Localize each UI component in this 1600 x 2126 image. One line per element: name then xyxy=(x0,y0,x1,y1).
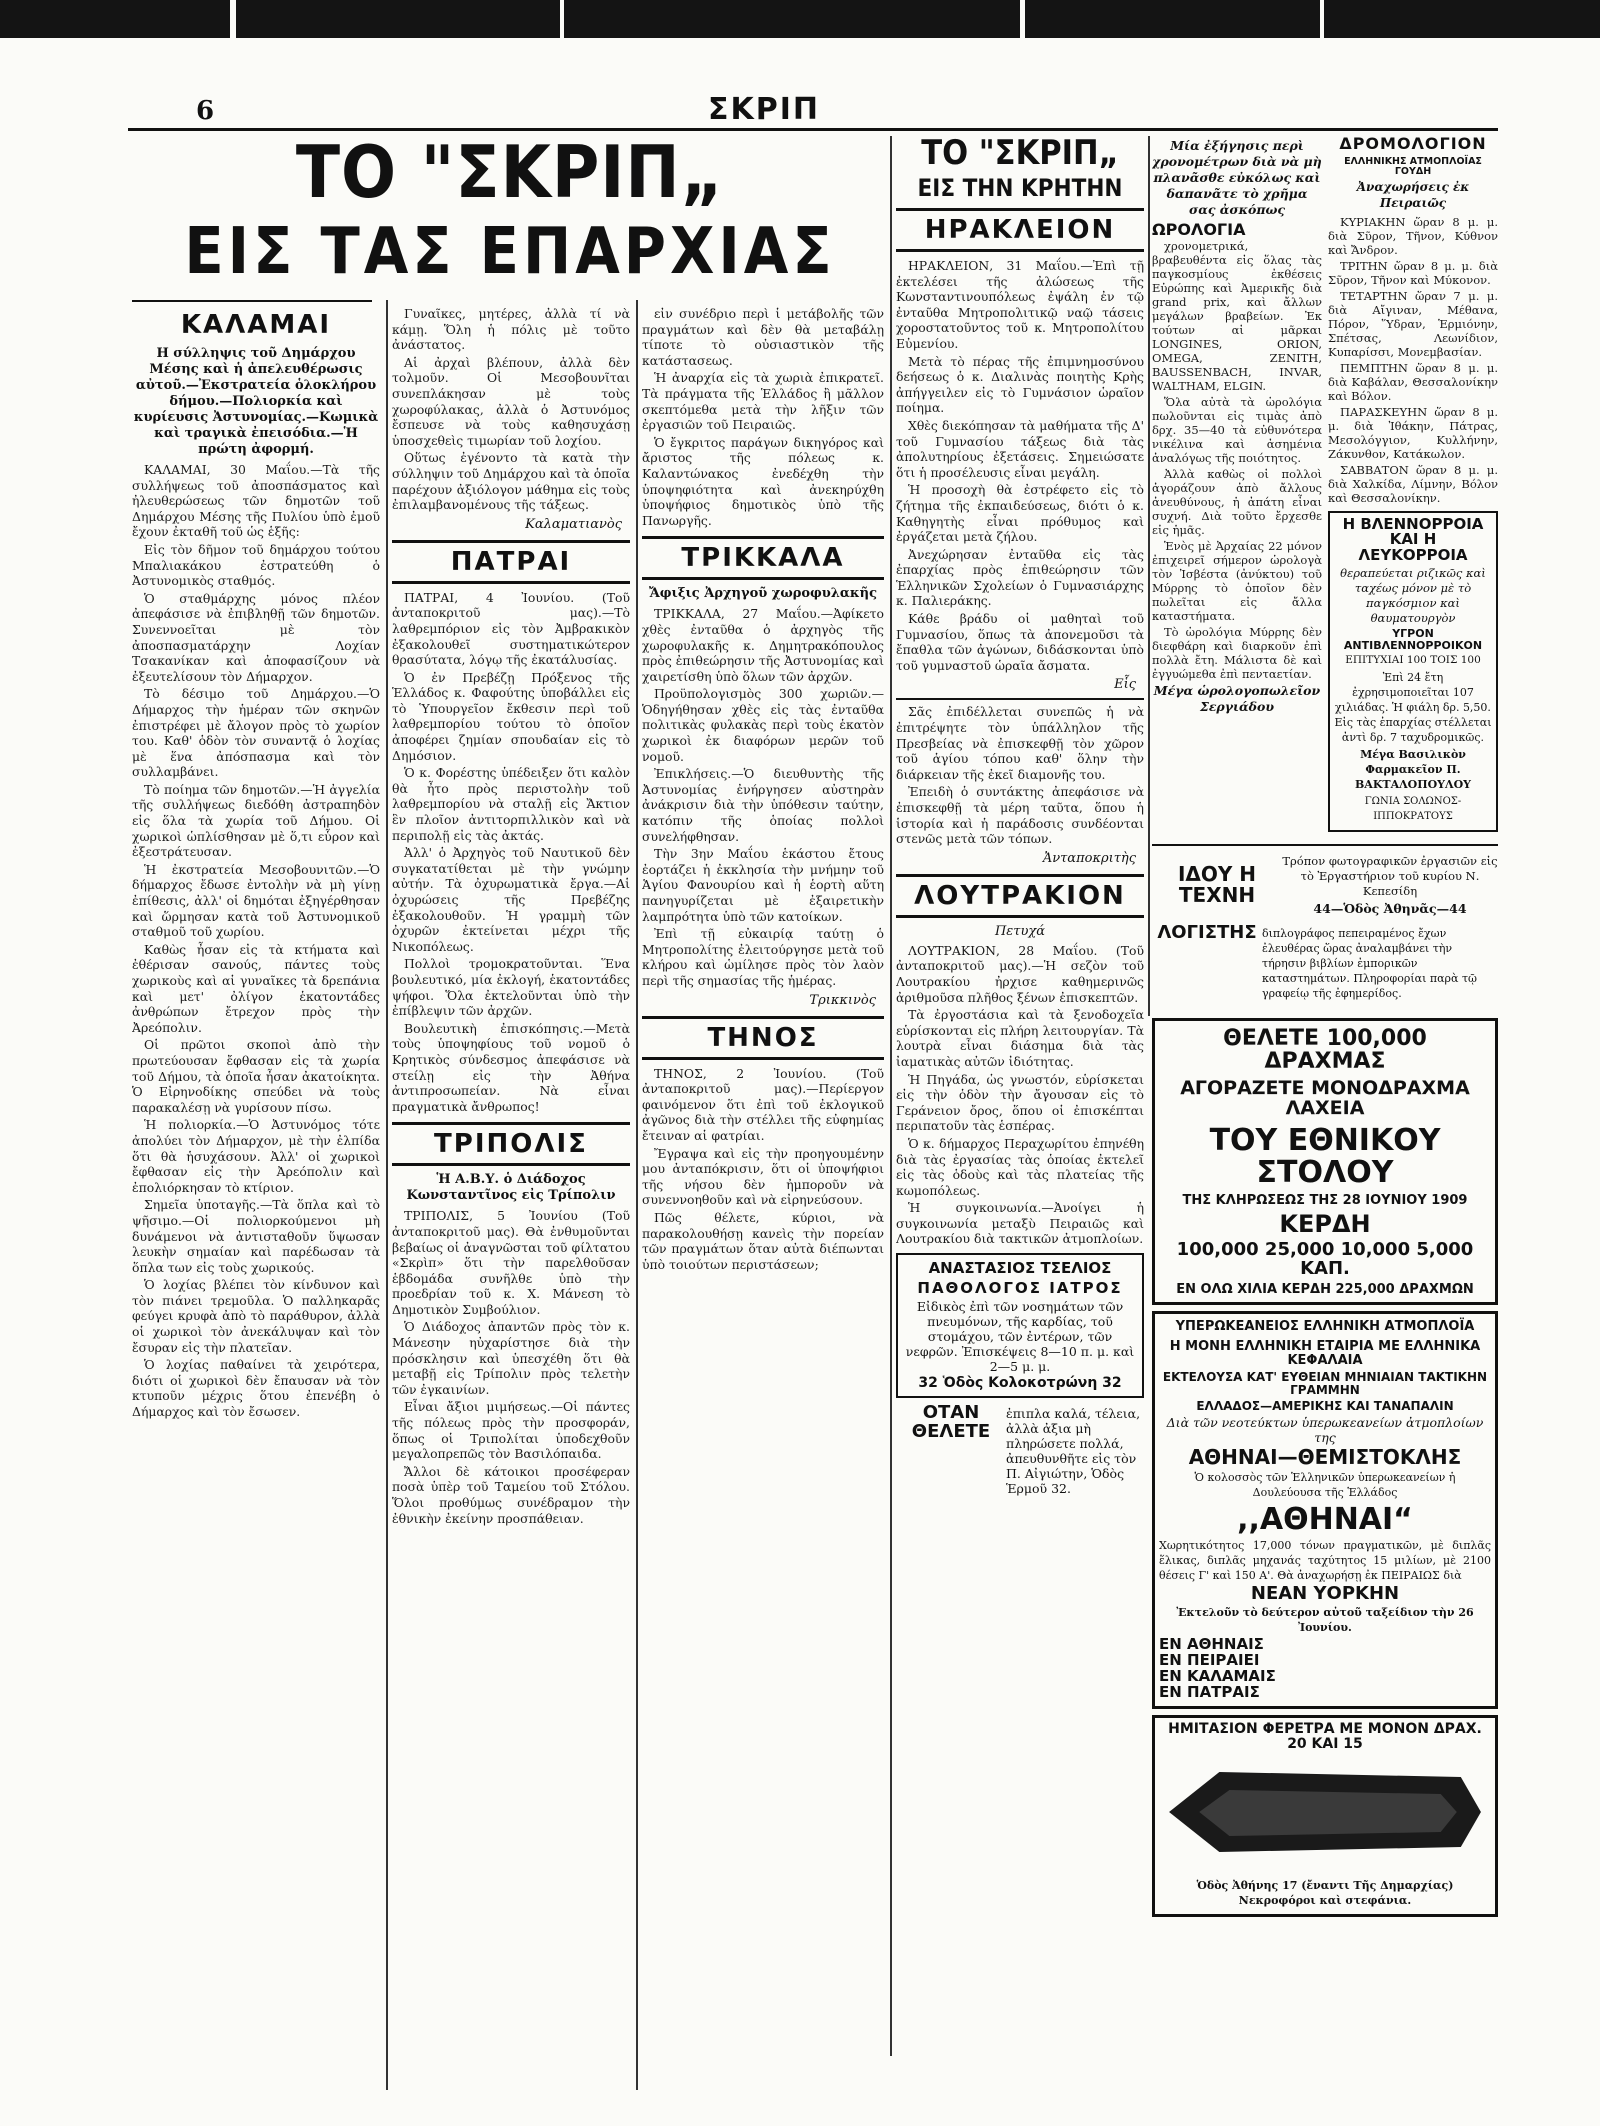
ship-line5: Διὰ τῶν νεοτεύκτων ὑπερωκεανείων ἀτμοπλοίων της xyxy=(1166,1415,1484,1446)
schedule-row: ΠΕΜΠΤΗΝ ὥραν 8 μ. μ. διὰ Καβάλαν, Θεσσαλονίκην καὶ Βόλον. xyxy=(1328,360,1498,403)
lottery-line2: ΑΓΟΡΑΖΕΤΕ ΜΟΝΟΔΡΑΧΜΑ ΛΑΧΕΙΑ xyxy=(1180,1077,1470,1120)
lottery-line7: ΕΝ ΟΛΩ ΧΙΛΙΑ ΚΕΡΔΗ 225,000 ΔΡΑΧΜΩΝ xyxy=(1176,1281,1474,1297)
techni-text: Τρόπον φωτογραφικῶν ἐργασιῶν εἰς τὸ Ἐργαστήριον τοῦ κυρίου Ν. Κεπεσίδη xyxy=(1282,854,1498,899)
heraklion-paragraph: Κάθε βράδυ οἱ μαθηταὶ τοῦ Γυμνασίου, ὅπως τὰ ἀπονεμοῦσι τὰ ἔπαθλα τῶν ἀγώνων, διδάσκονται ὑπὸ τοῦ γυμναστοῦ ὡραῖα ἄσματα. xyxy=(896,611,1144,673)
doctor-address: 32 Ὁδὸς Κολοκοτρώνη 32 xyxy=(918,1374,1122,1391)
tinos-paragraph: Πῶς θέλετε, κύριοι, νὰ παρακολουθήσῃ κανεὶς τὴν πορείαν τῶν πραγμάτων ὅταν αὐτὰ διέπωνται ὑπὸ τοιούτων περιστάσεων; xyxy=(642,1209,884,1272)
col2-paragraph: Αἱ ἀρχαὶ βλέπουν, ἀλλὰ δὲν τολμοῦν. Οἱ Μεσοβουνῖται συνεπλάκησαν μὲ τοὺς χωροφύλακας, ἀλλὰ ὁ Ἀστυνόμος ἔσπευσε νὰ τοὺς καθησυχάσῃ ὑποσχεθεὶς τιμωρίαν τοῦ λοχίου. xyxy=(392,354,630,448)
watch-paragraph: χρονομετρικά, βραβευθέντα εἰς ὅλας τὰς παγκοσμίους ἐκθέσεις Εὐρώπης καὶ Ἀμερικῆς διὰ grand prix, καὶ ἄλλων μεγάλων βραβείων. Ἐκ τούτων αἱ μᾶρκαι LONGINES, ORION, OMEGA, ZENITH, BAUSSENBACH, INVAR, WALTHAM, ELGIN. xyxy=(1152,238,1322,393)
schedule-row: ΤΡΙΤΗΝ ὥραν 8 μ. μ. διὰ Σῦρον, Τῆνον καὶ Μύκονον. xyxy=(1328,258,1498,287)
tripolis-paragraph: Ὁ Διάδοχος ἀπαντῶν πρὸς τὸν κ. Μάνεσην ηὐχαρίστησε διὰ τὴν πρόσκλησιν καὶ ὑπεσχέθη ὅτι θὰ μεταβῇ εἰς Τρίπολιν πρὸς τελετὴν τῶν ἐγκαινίων. xyxy=(392,1319,630,1397)
otan-text: ἐπιπλα καλά, τέλεια, ἀλλὰ ἀξια μὴ πληρώσετε πολλά, ἀπευθυνθῆτε εἰς τὸν Π. Αἰγιώτην, Ὁδὸς Ἑρμοῦ 32. xyxy=(1006,1406,1141,1497)
watch-ad xyxy=(1152,136,1322,838)
trikkala-title: ΤΡΙΚΚΑΛΑ xyxy=(681,543,845,574)
ship-text: Χωρητικότητος 17,000 τόνων πραγματικῶν, μὲ διπλᾶς ἕλικας, διπλᾶς μηχανάς ταχύτητος 15 μιλίων, μὲ 2100 θέσεις Γ' καὶ 150 Α'. Θὰ ἀναχωρήσῃ ἐκ ΠΕΙΡΑΙΩΣ διὰ xyxy=(1159,1538,1491,1582)
patrai-paragraph: Πολλοὶ τρομοκρατοῦνται. Ἕνα βουλευτικό, μία ἐκλογή, ἑκατοντάδες ψήφοι. Ὅλα ἐκτελοῦνται ὑπὸ τὴν ἐπίβλεψιν τῶν ἀρχῶν. xyxy=(392,956,630,1019)
heraklion-paragraph: Ἀνεχώρησαν ἐνταῦθα εἰς τὰς ἐπαρχίας πρὸς ἐπιθεώρησιν τῶν Ἑλληνικῶν Σχολείων ὁ Γυμνασιάρχης κ. Παλιεράκης. xyxy=(896,546,1144,609)
coffin-address: Ὁδὸς Ἀθήνης 17 (ἔναντι Τῆς Δημαρχίας) Νεκροφόροι καὶ στεφάνια. xyxy=(1196,1878,1454,1907)
lottery-line1: ΘΕΛΕΤΕ 100,000 ΔΡΑΧΜΑΣ xyxy=(1223,1026,1427,1075)
kalamai-signature: Καλαματιανὸς xyxy=(525,516,622,532)
otan-headline: ΟΤΑΝ ΘΕΛΕΤΕ xyxy=(911,1402,991,1443)
trikkala-paragraph: Τὴν 3ην Μαΐου ἑκάστου ἔτους ἐορτάζει ἡ ἐκκλησία τὴν μνήμην τοῦ Ἁγίου Φανουρίου καὶ ἡ ἑορτὴ αὕτη πανηγυρίζεται μὲ ἐξαιρετικὴν λαμπρότητα ὑπὸ τῶν κατοίκων. xyxy=(642,846,884,924)
trikkala-paragraph: Ἐπὶ τῇ εὐκαιρίᾳ ταύτῃ ὁ Μητροπολίτης ἐλειτούργησε μετὰ τοῦ κλήρου καὶ ὡμίλησε πρὸς τὸν λαὸν περὶ τῆς σημασίας τῆς ἡμέρας. xyxy=(642,926,884,988)
schedule-row: ΚΥΡΙΑΚΗΝ ὥραν 8 μ. μ. διὰ Σῦρον, Τῆνον, Κύθνον καὶ Ἄνδρον. xyxy=(1328,214,1498,257)
tripolis-headline: Ἡ Α.Β.Υ. ὁ Διάδοχος Κωνσταντῖνος εἰς Τρίπολιν xyxy=(406,1172,616,1204)
ship-line6: ΑΘΗΝΑΙ—ΘΕΜΙΣΤΟΚΛΗΣ xyxy=(1188,1445,1462,1470)
ship-agents-patrai: ΕΝ ΠΑΤΡΑΙΣ xyxy=(1159,1682,1260,1701)
loutraki-paragraph: Ὁ κ. δήμαρχος Περαχωρίτου ἐπηνέθη διὰ τὰς ἐργασίας τὰς ὁποίας ἐκτελεῖ εἰς τὰς ὁδοὺς καὶ τὰς πλατείας τῆς κωμοπόλεως. xyxy=(896,1135,1144,1198)
heraklion-paragraph: ΗΡΑΚΛΕΙΟΝ, 31 Μαΐου.—Ἐπὶ τῇ ἐκτελέσει τῆς ἀλώσεως τῆς Κωνσταντινουπόλεως ἐψάλη ἐν τῷ ἐνταῦθα Μητροπολιτικῷ ναῷ τάσεις χοροστατοῦντος τοῦ κ. Μητροπολίτου Εὐμενίου. xyxy=(896,258,1144,351)
loutraki-paragraph: ΛΟΥΤΡΑΚΙΟΝ, 28 Μαΐου. (Τοῦ ἀνταποκριτοῦ μας).—Ἡ σεζὸν τοῦ Λουτρακίου ἠρχισε καθημερινῶς ἀριθμοῦσα πλῆθος ξένων ἐπισκεπτῶν. xyxy=(896,942,1144,1005)
ship-agents-piraeus: ΕΝ ΠΕΙΡΑΙΕΙ xyxy=(1159,1651,1260,1670)
doctor-text: Εἰδικὸς ἐπὶ τῶν νοσημάτων τῶν πνευμόνων, τῆς καρδίας, τοῦ στομάχου, τῶν ἐντέρων, τῶν νεφρῶν. Ἐπισκέψεις 8—10 π. μ. καὶ 2—5 μ. μ. xyxy=(905,1298,1135,1374)
column-rule-3 xyxy=(890,136,892,2056)
patrai-title-box xyxy=(392,540,630,584)
kalamai-paragraph: Ὁ σταθμάρχης μόνος πλέον ἀπεφάσισε νὰ ἐπιβληθῇ τῶν δημοτῶν. Συνεννοεῖται μὲ τὸν ἀποσπασματάρχην Λοχίαν Τσακανίκαν καὶ ἀποφασίζουν νὰ ἐξευτελίσουν τὸν Δήμαρχον. xyxy=(132,590,380,684)
main-title-line2: ΕΙΣ ΤΑΣ ΕΠΑΡΧΙΑΣ xyxy=(184,215,836,289)
col2-paragraph: Οὕτως ἐγένοντο τὰ κατὰ τὴν σύλληψιν τοῦ Δημάρχου καὶ τὰ ὁποῖα παρέχουν ἀξιόλογον μάθημα εἰς τοὺς ἐπιλαμβανομένους τῆς τάξεως. xyxy=(392,450,630,513)
main-title-line1: ΤΟ "ΣΚΡΙΠ„ xyxy=(295,136,725,214)
column-patrai-tripolis xyxy=(392,306,630,2096)
loutraki-paragraph: Ἡ Πηγάδα, ὡς γνωστόν, εὑρίσκεται εἰς τὴν ὁδὸν τὴν ἄγουσαν εἰς τὸ Γεράνειον ὄρος, ὅπου οἱ ἐπισκέπται περιπατοῦν τὰς ἑσπέρας. xyxy=(896,1071,1144,1134)
medical-text2: Ἐπὶ 24 ἔτη ἐχρησιμοποιεῖται 107 χιλιάδας. Ἡ φιάλη δρ. 5,50. Εἰς τὰς ἐπαρχίας στέλλεται ἀντὶ δρ. 7 ταχυδρομικῶς. xyxy=(1334,671,1492,745)
column-kalamai xyxy=(132,306,380,2096)
kalamai-paragraph: Ὁ λοχίας βλέπει τὸν κίνδυνον καὶ τὸν πιάνει τρεμοῦλα. Ὁ παλληκαρᾶς φεύγει κρυφὰ ἀπὸ τὸ παράθυρον, ἀλλὰ οἱ χωρικοὶ τὸν ἀνεκάλυψαν καὶ τὸν ἔσυραν εἰς τὴν πλατεῖαν. xyxy=(132,1277,380,1355)
watch-paragraph: Τὸ ὡρολόγια Μύρρης δὲν διεφθάρη καὶ διαρκοῦν ἐπὶ πολλὰ ἔτη. Μάλιστα δὲ καὶ ἐγγυώμεθα ἐπὶ πενταετίαν. xyxy=(1152,624,1322,681)
kalamai-paragraph: Καθὼς ἦσαν εἰς τὰ κτήματα καὶ ἐθέρισαν σανούς, πάντες τοὺς χωρικοὺς καὶ αἱ γυναῖκες τὰ δρεπάνια καὶ μετ' ὀλίγον ἑκατοντάδες ἀνθρώπων ἔτρεχον πρὸς τὴν Ἀρεόπολιν. xyxy=(132,941,380,1035)
doctor-title: ΠΑΘΟΛΟΓΟΣ ΙΑΤΡΟΣ xyxy=(917,1278,1123,1297)
col3-paragraph: εἰν συνέδριο περὶ ἱ μετάβολῆς τῶν πραγμάτων καὶ δὲν θὰ μεταβάλῃ τίποτε τὸ οὐσιαστικὸν τῆς κατάστασεως. xyxy=(642,306,884,368)
medical-address: ΓΩΝΙΑ ΣΟΛΩΝΟΣ-ΙΠΠΟΚΡΑΤΟΥΣ xyxy=(1364,796,1462,823)
ship-agents-athens: ΕΝ ΑΘΗΝΑΙΣ xyxy=(1159,1635,1264,1654)
column-rule-1 xyxy=(386,300,388,2090)
patrai-paragraph: Βουλευτικὴ ἐπισκόπησις.—Μετὰ τοὺς ὑποψηφίους τοῦ νομοῦ ὁ Κρητικὸς σύνδεσμος ἀπεφάσισε νὰ στείλῃ εἰς τὴν Ἀθήνα ἀντιπροσωπείαν. Νὰ εἶναι πραγματικὰ ἄνθρωπος! xyxy=(392,1020,630,1114)
col3-paragraph: Ἡ ἀναρχία εἰς τὰ χωριὰ ἐπικρατεῖ. Τὰ πράγματα τῆς Ἑλλάδος ἢ μᾶλλον σκεπτόμεθα μετὰ τὴν λῆξιν τῶν ἐργασιῶν τοῦ Πειραιῶς. xyxy=(642,370,884,433)
patrai-paragraph: ΠΑΤΡΑΙ, 4 Ἰουνίου. (Τοῦ ἀνταποκριτοῦ μας).—Τὸ λαθρεμπόριον εἰς τὸν Ἀμβρακικὸν ἐξακολουθεῖ συστηματικώτερον θρασύτατα, λόγῳ τῆς ἐκατάλυσίας. xyxy=(392,589,630,668)
watch-paragraph: Ἑνὸς μὲ Ἀρχαίας 22 μόνον ἐπιχειρεῖ σήμερον ὡρολογὰ τὸν Ἰσβέστα (ἀνύκτου) τοῦ Μύρρης τὸ ὁποῖον δὲν πωλεῖται εἰς ἄλλα καταστήματα. xyxy=(1152,538,1322,623)
trikkala-headline: Ἄφιξις Ἀρχηγοῦ χωροφυλακῆς xyxy=(648,586,878,602)
column-trikkala-tinos xyxy=(642,306,884,2096)
coffin-ad xyxy=(1152,1715,1498,1916)
col3-paragraph: Ὁ ἔγκριτος παράγων δικηγόρος καὶ ἄριστος τῆς πόλεως κ. Καλαντώνακος ἐνεδέχθη τὴν ὑποψηφιότητα καὶ ἀνεκηρύχθη ὑποψήφιος δημοτικὸς ὑπὸ τῆς Πανωργῆς. xyxy=(642,434,884,528)
watch-footer: Μέγα ὡρολογοπωλεῖον Σεργιάδου xyxy=(1153,682,1321,714)
medical-text: θεραπεύεται ριζικῶς καὶ ταχέως μόνον μὲ τὸ παγκόσμιον καὶ θαυματουργὸν xyxy=(1340,565,1486,625)
techni-address: 44—Ὁδὸς Ἀθηνᾶς—44 xyxy=(1313,901,1467,917)
kalamai-paragraph: Σημεῖα ὑποταγῆς.—Τὰ ὅπλα καὶ τὸ ψῆσιμο.—Οἱ πολιορκούμενοι μὴ δυνάμενοι νὰ ἀντισταθοῦν ὕψωσαν λευκὴν σημαίαν καὶ παρέδωσαν τὰ ὅπλα των εἰς τοὺς χωρικούς. xyxy=(132,1197,380,1275)
crete-title-line2: ΕΙΣ ΤΗΝ ΚΡΗΤΗΝ xyxy=(917,174,1123,202)
crete-rule xyxy=(896,698,1144,700)
coffin-illustration xyxy=(1159,1752,1491,1872)
kalamai-headline: Η σύλληψις τοῦ Δημάρχου Μέσης καὶ ἡ ἀπελευθέρωσις αὐτοῦ.—Ἐκστρατεία ὁλοκλήρου δήμου.—Πολιορκία καὶ κυρίευσις Ἀστυνομίας.—Κωμικὰ καὶ τραγικὰ ἐπεισόδια.—Ἡ πρώτη ἀφορμή. xyxy=(133,346,379,457)
logistis-headline: ΛΟΓΙΣΤΗΣ xyxy=(1157,922,1257,944)
lottery-line6: 100,000 25,000 10,000 5,000 ΚΑΠ. xyxy=(1176,1238,1474,1279)
heraklion-title-box xyxy=(896,208,1144,252)
loutraki-paragraph: Ἡ συγκοινωνία.—Ἀνοίγει ἡ συγκοινωνία μεταξὺ Πειραιῶς καὶ Λουτρακίου διὰ τακτικῶν ἀτμοπλοίων. xyxy=(896,1200,1144,1247)
schedule-row: ΤΕΤΑΡΤΗΝ ὥραν 7 μ. μ. διὰ Αἴγιναν, Μέθανα, Πόρον, Ὕδραν, Ἑρμιόνην, Σπέτσας, Λεωνίδιον, Κυπαρίσσι, Μονεμβασίαν. xyxy=(1328,288,1498,359)
medical-title-line2: ΚΑΙ Η ΛΕΥΚΟΡΡΟΙΑ xyxy=(1358,530,1468,565)
logistis-ad xyxy=(1152,924,1498,1003)
col4-mid-paragraph: Ἐπειδὴ ὁ συντάκτης ἀπεφάσισε νὰ ἐπισκεφθῇ τὰ μέρη ταῦτα, ὅπου ἡ ἱστορία καὶ ἡ παράδοσις συνδέονται στενῶς μετὰ τῶν τόπων. xyxy=(896,784,1144,847)
ship-line1: ΥΠΕΡΩΚΕΑΝΕΙΟΣ ΕΛΛΗΝΙΚΗ ΑΤΜΟΠΛΟΪΑ xyxy=(1175,1319,1475,1335)
top-black-band xyxy=(0,0,1600,38)
schedule-ad xyxy=(1328,136,1498,838)
techni-headline: ΙΔΟΥ Η ΤΕΧΝΗ xyxy=(1177,862,1257,908)
heraklion-paragraph: Μετὰ τὸ πέρας τῆς ἐπιμνημοσύνου δεήσεως ὁ κ. Διαλινὰς ποιητὴς Κρὴς ἀπήγγειλεν εἰς τὸ Γυμνάσιον ὡραῖον ποίημα. xyxy=(896,353,1144,416)
schedule-row: ΠΑΡΑΣΚΕΥΗΝ ὥραν 8 μ. μ. διὰ Ἰθάκην, Πάτρας, Μεσολόγγιον, Κυλλήνην, Ζάκυνθον, Κατάκωλον. xyxy=(1328,404,1498,461)
crete-title-line1: ΤΟ "ΣΚΡΙΠ„ xyxy=(921,136,1119,173)
schedule-head: Ἀναχωρήσεις ἐκ Πειραιῶς xyxy=(1356,179,1470,210)
trikkala-paragraph: Προϋπολογισμὸς 300 χωριῶν.—Ὁδηγήθησαν χθὲς εἰς τὰς ἐνταῦθα πολιτικὰς φυλακὰς περὶ τοὺς ἑκατὸν χωρικοὶ ἐκ διαφόρων μερῶν τοῦ νομοῦ. xyxy=(642,686,884,764)
kalamai-paragraph: Εἰς τὸν δῆμον τοῦ δημάρχου τούτου Μπαλιακάκου ἐστρατεύθη ὁ Ἀστυνομικὸς σταθμός. xyxy=(132,541,380,589)
tripolis-title-box xyxy=(392,1122,630,1166)
tripolis-title: ΤΡΙΠΟΛΙΣ xyxy=(434,1129,588,1160)
kalamai-paragraph: Ὁ λοχίας παθαίνει τὰ χειρότερα, διότι οἱ χωρικοὶ δὲν ἔπαυσαν νὰ τὸν κτυποῦν μέχρις ὅτου ἐπενέβη ὁ Δήμαρχος καὶ τὸν ἔσωσεν. xyxy=(132,1357,380,1420)
main-title-rule xyxy=(132,300,372,302)
kalamai-paragraph: ΚΑΛΑΜΑΙ, 30 Μαΐου.—Τὰ τῆς συλλήψεως τοῦ ἀποσπάσματος καὶ ἠλευθερώσεως τῶν δημοτῶν τοῦ Δημάρχου Μέσης τῆς Πυλίου ὑπὸ ἐμοῦ ἔχουν ἐκταθῆ τοῦ ὡς ἑξῆς: xyxy=(132,462,380,540)
medical-title-line1: Η ΒΛΕΝΝΟΡΡΟΙΑ xyxy=(1342,514,1484,533)
logistis-text: διπλογράφος πεπειραμένος ἔχων ἐλευθέρας ὥρας ἀναλαμβάνει τὴν τήρησιν βιβλίων ἐμπορικῶν καταστημάτων. Πληροφορίαι παρὰ τῷ γραφείῳ τῆς ἐφημερίδος. xyxy=(1262,927,1478,1001)
bottom-ads xyxy=(1152,1018,1498,2098)
patrai-title: ΠΑΤΡΑΙ xyxy=(450,546,572,577)
kalamai-paragraph: Ἡ ἐκστρατεία Μεσοβουνιτῶν.—Ὁ δήμαρχος ἔδωσε ἐντολὴν νὰ μὴ γίνῃ ἐπίθεσις, ἀλλ' οἱ δημόται ἐξηγέρθησαν καὶ ὥρμησαν κατὰ τοῦ Ἀστυνομικοῦ σταθμοῦ τοῦ χωρίου. xyxy=(132,861,380,940)
tinos-paragraph: Ἔγραψα καὶ εἰς τὴν προηγουμένην μου ἀνταπόκρισιν, ὅτι οἱ ὑποψήφιοι τῆς νήσου δὲν ἠμποροῦν νὰ συνεννοηθοῦν καὶ νὰ εἰρηνεύσουν. xyxy=(642,1145,884,1208)
tinos-paragraph: ΤΗΝΟΣ, 2 Ἰουνίου. (Τοῦ ἀνταποκριτοῦ μας).—Περίεργον φαινόμενον ὅτι ἐπὶ τοῦ ἐκλογικοῦ ἀγῶνος διὰ τὴν στέλλει τῆς εὐφημίας ἔτειναν αἱ φατρίαι. xyxy=(642,1065,884,1143)
column-rule-2 xyxy=(636,300,638,2090)
otan-ad xyxy=(896,1404,1144,1498)
ship-line3: ΕΚΤΕΛΟΥΣΑ ΚΑΤ' ΕΥΘΕΙΑΝ ΜΗΝΙΑΙΑΝ ΤΑΚΤΙΚΗΝ ΓΡΑΜΜΗΝ xyxy=(1162,1370,1488,1397)
tinos-title-box xyxy=(642,1016,884,1060)
kalamai-paragraph: Ἡ πολιορκία.—Ὁ Ἀστυνόμος τότε ἀπολύει τὸν Δήμαρχον, μὲ τὴν ἐλπίδα ὅτι θὰ ἡσυχάσουν. Ἀλλ' οἱ χωρικοὶ ἔφθασαν εἰς τὴν Ἀρεόπολιν καὶ ἐπολιόρκησαν τὸ κτίριον. xyxy=(132,1117,380,1195)
trikkala-signature: Τρικκινὸς xyxy=(809,992,876,1008)
doctor-name: ΑΝΑΣΤΑΣΙΟΣ ΤΣΕΛΙΟΣ xyxy=(928,1259,1112,1278)
column-ads-right xyxy=(1152,136,1498,1016)
kalamai-paragraph: Τὸ δέσιμο τοῦ Δημάρχου.—Ὁ Δήμαρχος τὴν ἡμέραν τῶν σκηνῶν ἐπιστρέφει μὲ ἄλογον πρὸς τὸ χωρίον του. Καθ' ὁδὸν τὸν συναντᾷ ὁ λοχίας μὲ ἕνα ἀπόσπασμα καὶ τὸν συλλαμβάνει. xyxy=(132,686,380,780)
loutraki-title-box xyxy=(896,874,1144,918)
page-number: 6 xyxy=(196,96,215,126)
watch-label: ΩΡΟΛΟΓΙΑ xyxy=(1152,220,1246,239)
col4-mid-paragraph: Σᾶς ἐπιδέλλεται συνεπῶς ἡ νὰ ἐπιτρέψητε τὸν ὑπάλληλον τῆς Πρεσβείας νὰ ἐπισκεφθῇ τὸν χῶρον τοῦ ἁγίου τόπου καθ' ὅλην τὴν διάρκειαν τῆς ἐκεῖ διαμονῆς του. xyxy=(896,704,1144,782)
col2-paragraph: Γυναῖκες, μητέρες, ἀλλὰ τί νὰ κάμῃ. Ὅλη ἡ πόλις μὲ τοῦτο ἀνάστατος. xyxy=(392,306,630,353)
kalamai-title: ΚΑΛΑΜΑΙ xyxy=(180,310,332,340)
ship-ad xyxy=(1152,1311,1498,1709)
heraklion-paragraph: Χθὲς διεκόπησαν τὰ μαθήματα τῆς Δ' τοῦ Γυμνασίου τάξεως διὰ τὰς ἀπολυτηρίους ἐξετάσεις. Σημειώσατε ὅτι ἡ προσέλευσις εἶναι μεγάλη. xyxy=(896,417,1144,480)
doctor-ad xyxy=(896,1253,1144,1398)
patrai-paragraph: Ὁ κ. Φορέστης ὑπέδειξεν ὅτι καλὸν θὰ ἦτο πρὸς περιστολὴν τοῦ λαθρεμπορίου νὰ σταλῇ εἰς Ἄκτιον ἓν πλοῖον ἀντιτορπιλλικὸν καὶ νὰ περιπολῇ εἰς τὰς ἀκτάς. xyxy=(392,765,630,843)
tripolis-paragraph: Εἶναι ἄξιοι μιμήσεως.—Οἱ πάντες τῆς πόλεως πρὸς τὴν προσφοράν, ὅπως οἱ Τριπολίται ὑποδεχθοῦν μεγαλοπρεπῶς τὸν Βασιλόπαιδα. xyxy=(392,1399,630,1462)
techni-ad xyxy=(1152,844,1498,918)
ship-line8: ,,ΑΘΗΝΑΙ“ xyxy=(1237,1502,1413,1538)
col4-mid-signature: Ἀνταποκριτὴς xyxy=(1042,850,1136,866)
heraklion-signature: Εἷς xyxy=(1114,677,1136,693)
watch-paragraph: Ἀλλὰ καθὼς οἱ πολλοὶ ἀγοράζουν ἀπὸ ἄλλους ἀνευθύνους, ἡ ἀπάτη εἶναι συχνή. Διὰ τοῦτο ἔρχεσθε εἰς ἡμᾶς. xyxy=(1152,466,1322,537)
column-rule-4 xyxy=(1148,136,1150,1016)
medical-ad xyxy=(1328,511,1498,832)
watch-headline: Μία ἐξήγησις περὶ χρονομέτρων διὰ νὰ μὴ πλανᾶσθε εὐκόλως καὶ δαπανᾶτε τὸ χρῆμα σας ἀσκόπως xyxy=(1152,138,1322,217)
loutraki-title: ΛΟΥΤΡΑΚΙΟΝ xyxy=(914,880,1126,911)
column-crete-loutraki xyxy=(896,136,1144,2096)
lottery-ad xyxy=(1152,1018,1498,1305)
kalamai-paragraph: Τὸ ποίημα τῶν δημοτῶν.—Ἡ ἀγγελία τῆς συλλήψεως διεδόθη ἀστραπηδὸν εἰς ὅλα τὰ χωρία τοῦ Δήμου. Οἱ χωρικοὶ ὡπλίσθησαν μὲ ὅ,τι εὗρον καὶ ἐξεστράτευσαν. xyxy=(132,781,380,860)
tripolis-paragraph: Ἄλλοι δὲ κάτοικοι προσέφεραν ποσὰ ὑπὲρ τοῦ Ταμείου τοῦ Στόλου. Ὅλοι προθύμως συνέδραμον τὴν ἐθνικὴν ἐκείνην προσπάθειαν. xyxy=(392,1463,630,1526)
tinos-title: ΤΗΝΟΣ xyxy=(707,1022,819,1053)
loutraki-paragraph: Τὰ ἐργοστάσια καὶ τὰ ξενοδοχεῖα εὑρίσκονται εἰς πλήρη λειτουργίαν. Τὰ λουτρὰ εἶναι διάσημα διὰ τὰς ἰαματικὰς αὐτῶν ἰδιότητας. xyxy=(896,1007,1144,1069)
lottery-line4: ΤΗΣ ΚΛΗΡΩΣΕΩΣ ΤΗΣ 28 ΙΟΥΝΙΟΥ 1909 xyxy=(1182,1193,1468,1209)
ship-line7: Ὁ κολοσσὸς τῶν Ἑλληνικῶν ὑπερωκεανείων ἡ Δουλεύουσα τῆς Ἑλλάδος xyxy=(1194,1471,1456,1500)
medical-success: ΕΠΙΤΥΧΙΑΙ 100 ΤΟΙΣ 100 xyxy=(1345,654,1481,667)
heraklion-title: ΗΡΑΚΛΕΙΟΝ xyxy=(924,215,1116,245)
ship-destination: ΝΕΑΝ ΥΟΡΚΗΝ xyxy=(1250,1582,1400,1604)
ship-line4: ΕΛΛΑΔΟΣ—ΑΜΕΡΙΚΗΣ ΚΑΙ ΤΑΝΑΠΑΛΙΝ xyxy=(1196,1399,1454,1414)
masthead: ΣΚΡΙΠ xyxy=(708,92,820,127)
lottery-line5: ΚΕΡΔΗ xyxy=(1279,1209,1371,1238)
trikkala-title-box xyxy=(642,536,884,580)
ship-date: Ἐκτελοῦν τὸ δεύτερον αὐτοῦ ταξείδιον τὴν 26 Ἰουνίου. xyxy=(1176,1606,1474,1635)
trikkala-paragraph: Ἐπικλήσεις.—Ὁ διευθυντὴς τῆς Ἀστυνομίας ἐνήργησεν αὐστηρὰν ἀνάκρισιν διὰ τὴν ὑπόθεσιν ταύτην, κατόπιν τῆς ὁποίας πολλοὶ συνελήφθησαν. xyxy=(642,766,884,844)
schedule-row: ΣΑΒΒΑΤΟΝ ὥραν 8 μ. μ. διὰ Χαλκίδα, Λίμνην, Βόλον καὶ Θεσσαλονίκην. xyxy=(1328,462,1498,505)
trikkala-paragraph: ΤΡΙΚΚΑΛΑ, 27 Μαΐου.—Ἀφίκετο χθὲς ἐνταῦθα ὁ ἀρχηγὸς τῆς χωροφυλακῆς κ. Δημητρακόπουλος πρὸς ἐπιθεώρησιν τῆς Ἀστυνομίας καὶ χαιρετίσθη ὑπὸ ὅλων τῶν ἀρχῶν. xyxy=(642,606,884,684)
heraklion-paragraph: Ἡ προσοχὴ θὰ ἐστρέφετο εἰς τὸ ζήτημα τῆς ἐκπαιδεύσεως, διότι ὁ κ. Καθηγητὴς εἶναι πρόθυμος καὶ ἐργάζεται μετὰ ζήλου. xyxy=(896,482,1144,545)
schedule-subtitle: ΕΛΛΗΝΙΚΗΣ ΑΤΜΟΠΛΟΪΑΣ ΓΟΥΔΗ xyxy=(1344,155,1482,177)
watch-paragraph: Ὅλα αὐτὰ τὰ ὡρολόγια πωλοῦνται εἰς τιμὰς ἀπὸ δρχ. 35—40 τὰ εὐθυνότερα νικέλινα καὶ ἀσημένια ἀναλόγως τῆς ποιότητος. xyxy=(1152,394,1322,465)
ship-line2: Η ΜΟΝΗ ΕΛΛΗΝΙΚΗ ΕΤΑΙΡΙΑ ΜΕ ΕΛΛΗΝΙΚΑ ΚΕΦΑΛΑΙΑ xyxy=(1169,1338,1481,1368)
loutraki-subtitle: Πετυχά xyxy=(994,923,1046,939)
coffin-headline: ΗΜΙΤΑΣΙΟΝ ΦΕΡΕΤΡΑ ΜΕ ΜΟΝΟΝ ΔΡΑΧ. 20 ΚΑΙ 15 xyxy=(1168,1721,1482,1753)
schedule-title: ΔΡΟΜΟΛΟΓΙΟΝ xyxy=(1339,136,1487,153)
medical-footer: Μέγα Βασιλικὸν Φαρμακεῖον Π. ΒΑΚΤΑΛΟΠΟΥΛΟΥ xyxy=(1354,748,1472,792)
main-title-block xyxy=(132,136,888,306)
medical-product: ΥΓΡΟΝ ΑΝΤΙΒΛΕΝΝΟΡΡΟΙΚΟΝ xyxy=(1343,626,1483,652)
kalamai-paragraph: Οἱ πρῶτοι σκοποὶ ἀπὸ τὴν πρωτεύουσαν ἔφθασαν εἰς τὰ χωρία τοῦ Δήμου, τὰ ὁποῖα ἦσαν ἀκατοίκητα. Ὁ Εἰρηνοδίκης σπεύδει νὰ τοὺς παρακαλέσῃ νὰ γυρίσουν πίσω. xyxy=(132,1037,380,1115)
patrai-paragraph: Ἀλλ' ὁ Ἀρχηγὸς τοῦ Ναυτικοῦ δὲν συγκατατίθεται μὲ τὴν γνώμην αὐτήν. Τὰ ὀχυρωματικὰ ἔργα.—Αἱ ὀχυρώσεις τῆς Πρεβέζης ἐξακολουθοῦν. Ἡ γραμμὴ τῶν ὀχυρῶν ἐκτείνεται μέχρι τῆς Νικοπόλεως. xyxy=(392,845,630,954)
tripolis-paragraph: ΤΡΙΠΟΛΙΣ, 5 Ἰουνίου (Τοῦ ἀνταποκριτοῦ μας). Θὰ ἐνθυμοῦνται βεβαίως οἱ ἀναγνῶσται τοῦ φίλτατου «Σκρὶπ» ὅτι τὴν παρελθοῦσαν ἑβδομάδα συνῆλθε ὑπὸ τὴν προεδρίαν τοῦ κ. Χ. Μάνεση τὸ Δημοτικὸν Συμβούλιον. xyxy=(392,1208,630,1317)
patrai-paragraph: Ὁ ἐν Πρεβέζῃ Πρόξενος τῆς Ἑλλάδος κ. Φαφούτης ὑποβάλλει εἰς τὸ Ὑπουργεῖον ἔκθεσιν περὶ τοῦ λαθρεμπορίου τούτου τὸ ὁποῖον ἀποφέρει ζημίαν σπουδαίαν εἰς τὸ Δημόσιον. xyxy=(392,669,630,763)
ship-agents-kalamai: ΕΝ ΚΑΛΑΜΑΙΣ xyxy=(1159,1666,1276,1685)
lottery-line3: ΤΟΥ ΕΘΝΙΚΟΥ ΣΤΟΛΟΥ xyxy=(1209,1123,1441,1190)
header-rule xyxy=(128,128,1498,131)
